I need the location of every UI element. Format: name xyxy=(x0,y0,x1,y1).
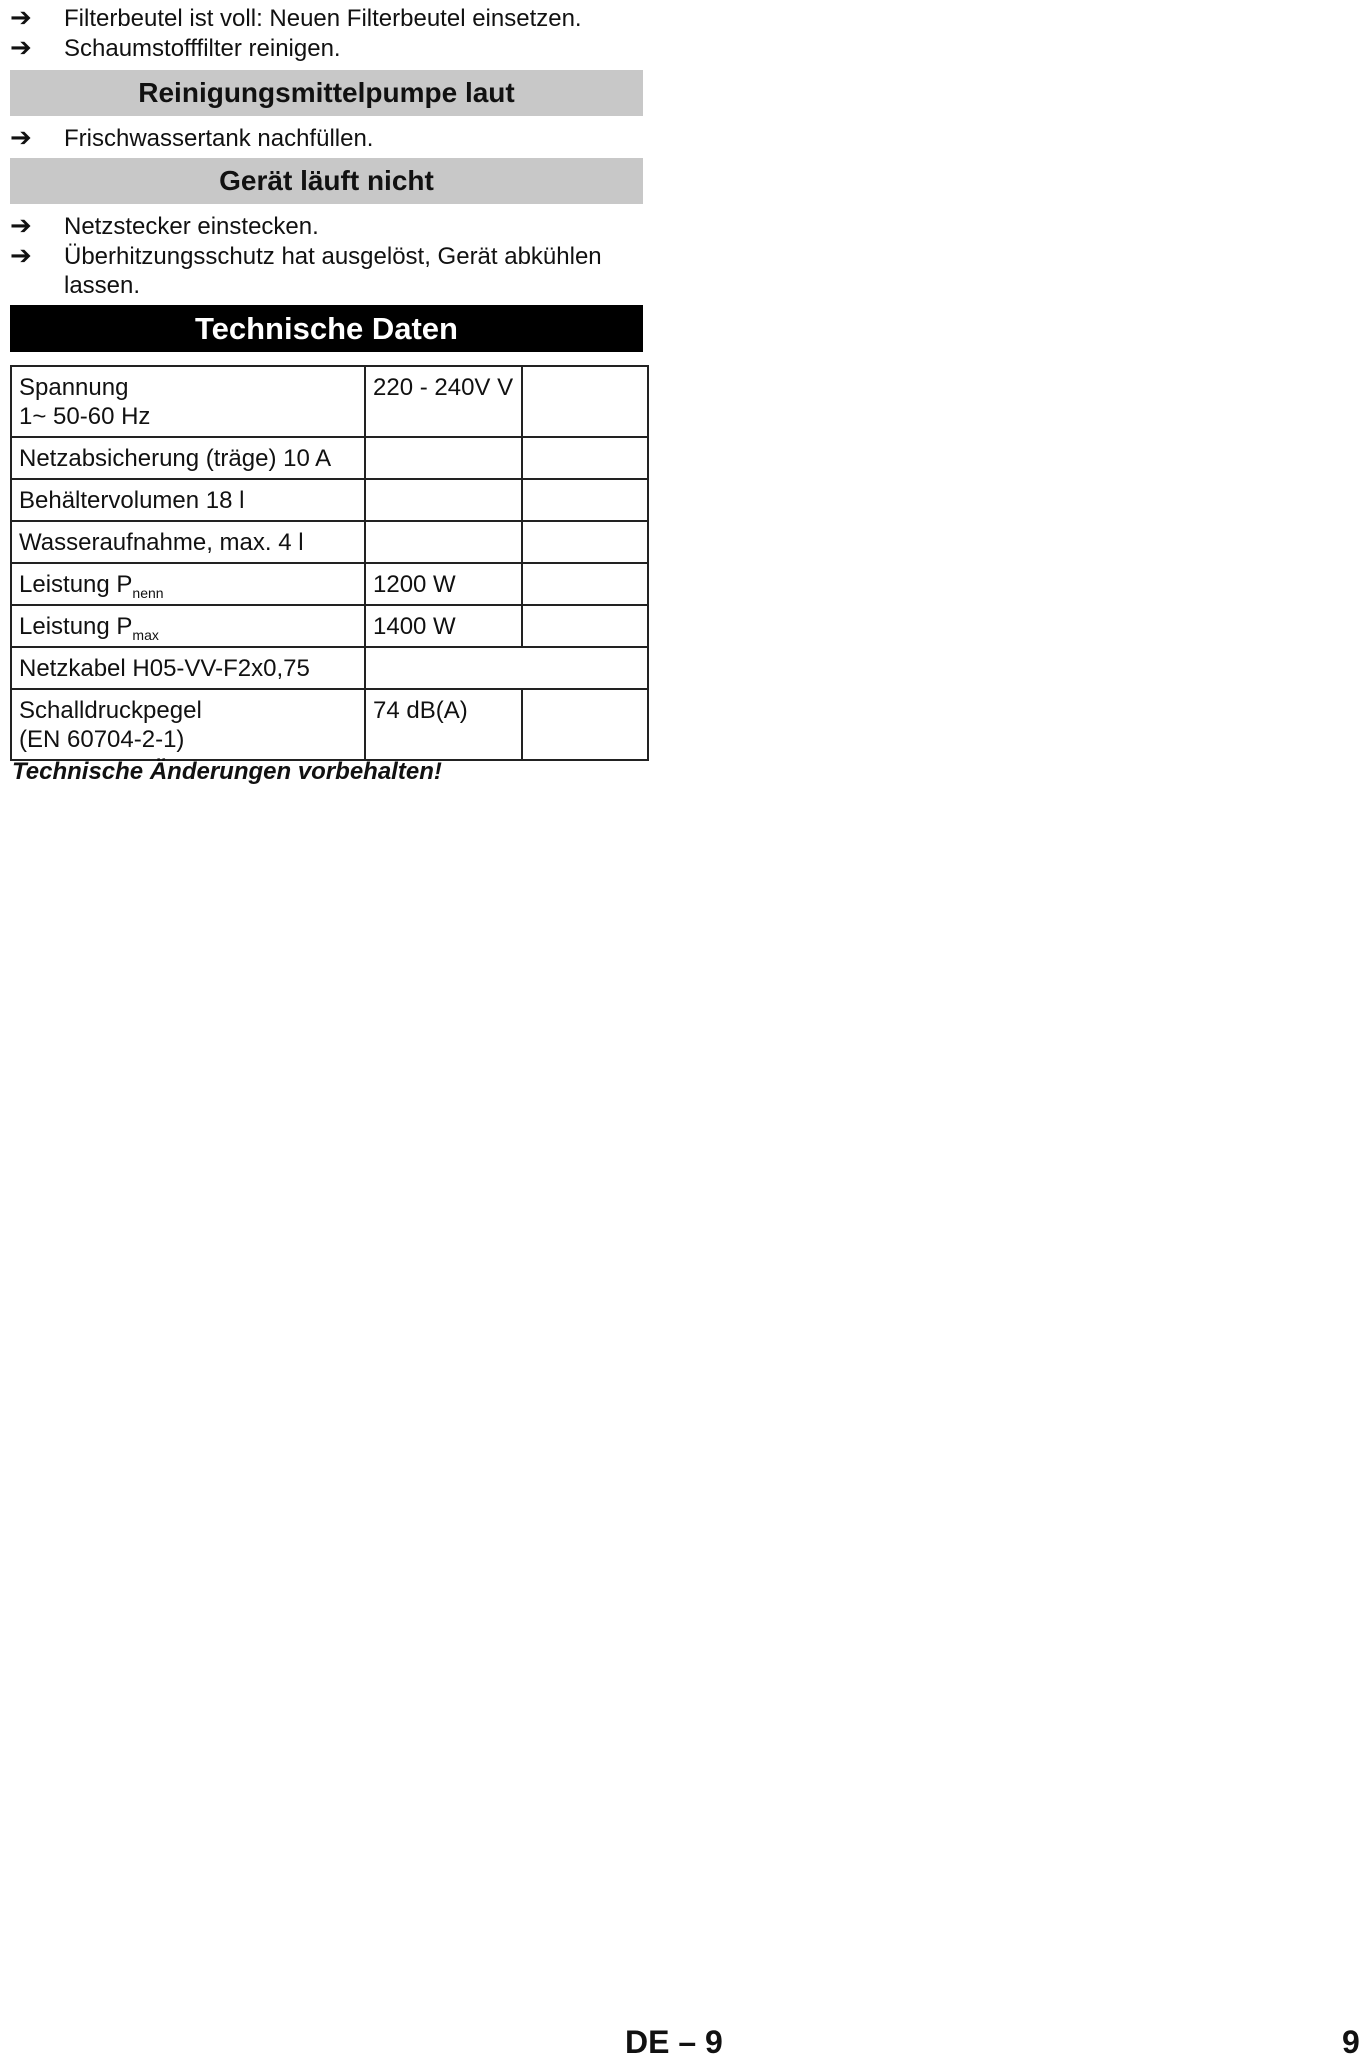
spec-empty-cell xyxy=(522,366,648,437)
list-item-text: Netzstecker einstecken. xyxy=(64,213,319,240)
list-item-text: Frischwassertank nachfüllen. xyxy=(64,125,374,152)
spec-label-line: 1~ 50-60 Hz xyxy=(19,403,151,430)
spec-label-subscript: nenn xyxy=(132,585,164,601)
arrow-right-icon: ➔ xyxy=(10,33,32,63)
page-number: 9 xyxy=(1342,2024,1360,2060)
arrow-right-icon: ➔ xyxy=(10,241,32,271)
list-item-text: Schaumstofffilter reinigen. xyxy=(64,35,341,62)
spec-label: Behältervolumen 18 l xyxy=(11,479,365,521)
table-row xyxy=(11,366,648,437)
spec-empty-cell xyxy=(522,521,648,563)
spec-label xyxy=(11,366,365,437)
spec-value: 1200 W xyxy=(365,563,522,605)
spec-empty-cell xyxy=(522,563,648,605)
list-item-text: Überhitzungsschutz hat ausgelöst, Gerät abkühlen lassen. xyxy=(64,243,602,299)
spec-label-line: (EN 60704-2-1) xyxy=(19,726,185,753)
spec-value xyxy=(365,647,648,689)
table-row xyxy=(11,437,648,479)
section-heading-pump: Reinigungsmittelpumpe laut xyxy=(10,70,643,116)
spec-value: 1400 W xyxy=(365,605,522,647)
spec-label xyxy=(11,605,365,647)
spec-label-line: Schalldruckpegel xyxy=(19,697,202,724)
table-row xyxy=(11,521,648,563)
spec-label xyxy=(11,563,365,605)
spec-empty-cell xyxy=(522,479,648,521)
spec-label-main: Leistung P xyxy=(19,613,133,640)
spec-empty-cell xyxy=(522,689,648,760)
spec-label-subscript: max xyxy=(132,627,159,643)
spec-label: Netzabsicherung (träge) 10 A xyxy=(11,437,365,479)
section-heading-device: Gerät läuft nicht xyxy=(10,158,643,204)
arrow-right-icon: ➔ xyxy=(10,3,32,33)
spec-label-main: Leistung P xyxy=(19,571,133,598)
spec-value: 220 - 240V V xyxy=(365,366,522,437)
spec-value: 74 dB(A) xyxy=(365,689,522,760)
spec-label xyxy=(11,689,365,760)
spec-label: Netzkabel H05-VV-F2x0,75 xyxy=(11,647,365,689)
spec-label-line: Spannung xyxy=(19,374,129,401)
page-label: DE – 9 xyxy=(625,2024,723,2060)
spec-empty-cell xyxy=(522,437,648,479)
arrow-right-icon: ➔ xyxy=(10,211,32,241)
spec-value xyxy=(365,437,522,479)
table-row xyxy=(11,689,648,760)
spec-empty-cell xyxy=(522,605,648,647)
spec-label: Wasseraufnahme, max. 4 l xyxy=(11,521,365,563)
table-row xyxy=(11,647,648,689)
spec-table xyxy=(10,365,649,761)
section-heading-technical: Technische Daten xyxy=(10,305,643,352)
table-row xyxy=(11,479,648,521)
table-row xyxy=(11,563,648,605)
list-item-text: Filterbeutel ist voll: Neuen Filterbeutel einsetzen. xyxy=(64,5,582,32)
arrow-right-icon: ➔ xyxy=(10,123,32,153)
footnote: Technische Änderungen vorbehalten! xyxy=(12,758,442,785)
table-row xyxy=(11,605,648,647)
spec-value xyxy=(365,521,522,563)
spec-value xyxy=(365,479,522,521)
